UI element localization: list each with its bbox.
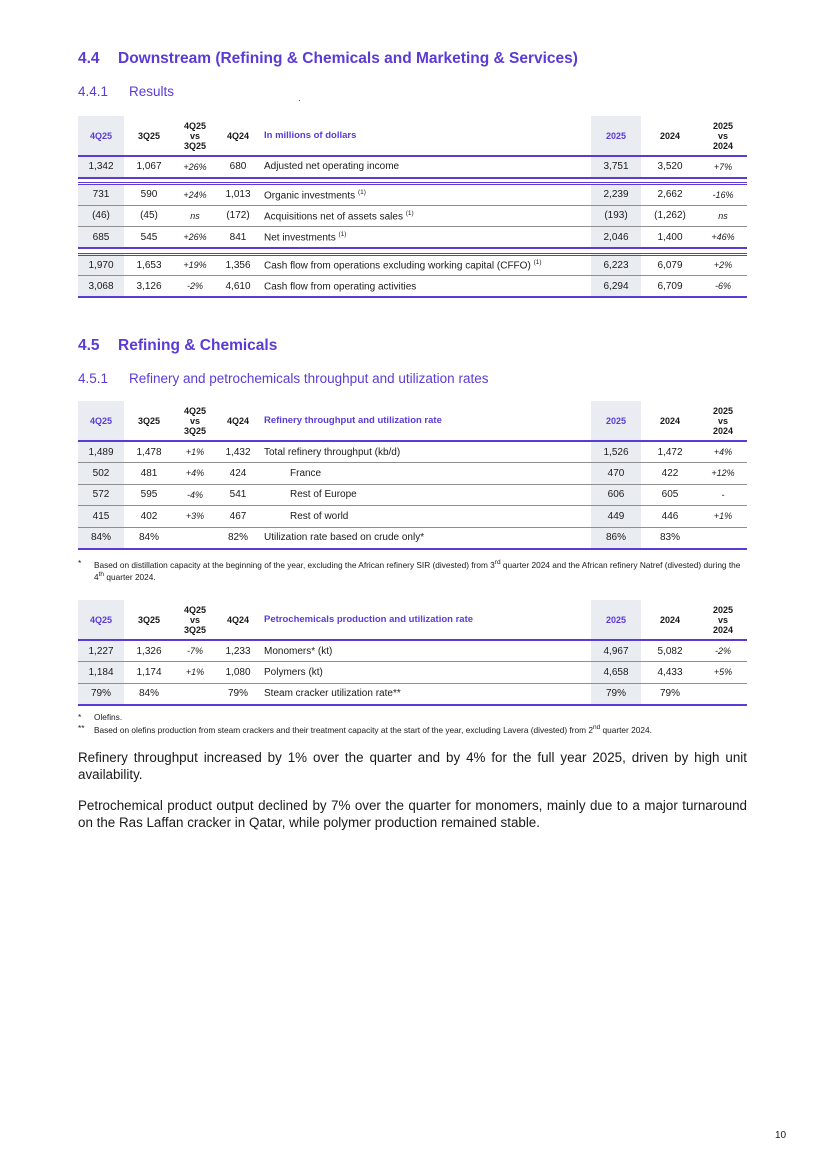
table-cell: -2% <box>174 276 216 298</box>
table-cell: 3,751 <box>591 156 641 178</box>
table-cell: 82% <box>216 527 260 549</box>
table-cell: 2,239 <box>591 184 641 206</box>
table-cell <box>699 527 747 549</box>
table-cell: 595 <box>124 484 174 506</box>
table-cell: Adjusted net operating income <box>260 156 591 178</box>
table-cell: 83% <box>641 527 699 549</box>
table-cell: 1,400 <box>641 227 699 249</box>
table-cell: Acquisitions net of assets sales $^{(1)}$ <box>260 205 591 227</box>
table-cell: Cash flow from operating activities <box>260 276 591 298</box>
table-cell: 84% <box>124 527 174 549</box>
petrochemicals-table <box>78 600 747 706</box>
col-4q25: 4Q25 <box>78 116 124 156</box>
stray-dot <box>299 100 300 101</box>
table-cell: 1,227 <box>78 640 124 662</box>
table-cell: +1% <box>174 441 216 463</box>
table-cell: (193) <box>591 205 641 227</box>
table-cell: 6,294 <box>591 276 641 298</box>
table-row <box>78 205 747 227</box>
col-4q24: 4Q24 <box>216 116 260 156</box>
table-cell: +7% <box>699 156 747 178</box>
table-cell: 680 <box>216 156 260 178</box>
table-row <box>78 484 747 506</box>
table-cell: ns <box>174 205 216 227</box>
table-cell: 79% <box>641 683 699 705</box>
table-cell: 1,013 <box>216 184 260 206</box>
section-4-4-heading: 4.4 Downstream (Refining & Chemicals and Marketing & Services) <box>78 50 578 67</box>
table-row <box>78 640 747 662</box>
table-cell: 6,223 <box>591 254 641 276</box>
table-cell: (1,262) <box>641 205 699 227</box>
table-row <box>78 662 747 684</box>
table-cell: +19% <box>174 254 216 276</box>
table-row <box>78 506 747 528</box>
table-cell: 1,174 <box>124 662 174 684</box>
table-row <box>78 156 747 178</box>
downstream-results-table <box>78 116 747 298</box>
table-cell: (46) <box>78 205 124 227</box>
table-cell: 1,489 <box>78 441 124 463</box>
table-cell: +46% <box>699 227 747 249</box>
section-4-5-heading: 4.5 Refining & Chemicals <box>78 337 278 354</box>
table-row <box>78 463 747 485</box>
petrochem-commentary: Petrochemical product output declined by 7% over the quarter for monomers, mainly due to a major turnaround on the Ras Laffan cracker in Qatar, while polymer production remained stable. <box>78 798 747 830</box>
table-cell: 84% <box>124 683 174 705</box>
table-header: 4Q25 3Q25 4Q25 vs 3Q25 4Q24 Refinery throughput and utilization rate 2025 2024 2025 vs 2024 <box>78 401 747 441</box>
table-cell: France <box>260 463 591 485</box>
table-cell: 1,472 <box>641 441 699 463</box>
table-cell: 4,658 <box>591 662 641 684</box>
table-cell: 4,433 <box>641 662 699 684</box>
table-header: 4Q25 3Q25 4Q25 vs 3Q25 4Q24 Petrochemicals production and utilization rate 2025 2024 2025 vs 2024 <box>78 600 747 640</box>
table-cell: -4% <box>174 484 216 506</box>
table-cell: 606 <box>591 484 641 506</box>
table-row <box>78 683 747 705</box>
table-row <box>78 227 747 249</box>
table-cell: 1,653 <box>124 254 174 276</box>
table-cell: Total refinery throughput (kb/d) <box>260 441 591 463</box>
table-cell: 84% <box>78 527 124 549</box>
table-cell: 731 <box>78 184 124 206</box>
table-cell: Polymers (kt) <box>260 662 591 684</box>
col-qoq: 4Q25 vs 3Q25 <box>174 116 216 156</box>
table-cell: 79% <box>591 683 641 705</box>
table-cell: 1,326 <box>124 640 174 662</box>
col-yoy: 2025 vs 2024 <box>699 116 747 156</box>
table-cell: 6,079 <box>641 254 699 276</box>
refinery-commentary: Refinery throughput increased by 1% over the quarter and by 4% for the full year 2025, driven by high unit availability. <box>78 750 747 782</box>
table-cell: 1,342 <box>78 156 124 178</box>
col-3q25: 3Q25 <box>124 116 174 156</box>
table-cell: Utilization rate based on crude only* <box>260 527 591 549</box>
table-cell: 3,520 <box>641 156 699 178</box>
table-header <box>78 116 747 156</box>
table-cell: 402 <box>124 506 174 528</box>
table-cell: 449 <box>591 506 641 528</box>
table-cell: Monomers* (kt) <box>260 640 591 662</box>
table-cell: 3,126 <box>124 276 174 298</box>
petrochem-footnote-1: * Olefins. <box>78 712 123 722</box>
table-cell: +1% <box>699 506 747 528</box>
table-cell: 1,067 <box>124 156 174 178</box>
table-cell: +4% <box>699 441 747 463</box>
table-cell: +1% <box>174 662 216 684</box>
table-cell: ns <box>699 205 747 227</box>
table-cell: 572 <box>78 484 124 506</box>
page-number: 10 <box>775 1130 787 1141</box>
table-cell: 79% <box>78 683 124 705</box>
table-row <box>78 276 747 298</box>
table-cell: 6,709 <box>641 276 699 298</box>
table-cell: -2% <box>699 640 747 662</box>
table-cell <box>174 683 216 705</box>
table-cell: 590 <box>124 184 174 206</box>
table-cell: 545 <box>124 227 174 249</box>
table-cell: 1,432 <box>216 441 260 463</box>
table-cell: 841 <box>216 227 260 249</box>
table-row <box>78 254 747 276</box>
table-cell: (45) <box>124 205 174 227</box>
table-cell: 5,082 <box>641 640 699 662</box>
table-cell: 1,233 <box>216 640 260 662</box>
table-cell: 1,970 <box>78 254 124 276</box>
table-cell: Rest of world <box>260 506 591 528</box>
table-cell: 4,610 <box>216 276 260 298</box>
table-cell: +24% <box>174 184 216 206</box>
table-cell: 424 <box>216 463 260 485</box>
table-cell: 86% <box>591 527 641 549</box>
col-2025: 2025 <box>591 116 641 156</box>
table-cell: 502 <box>78 463 124 485</box>
table-cell: 1,526 <box>591 441 641 463</box>
table-cell: 1,080 <box>216 662 260 684</box>
table-cell: +2% <box>699 254 747 276</box>
col-2024: 2024 <box>641 116 699 156</box>
table-cell: +12% <box>699 463 747 485</box>
section-4-4-1-heading: 4.4.1 Results <box>78 84 175 99</box>
table-cell: 470 <box>591 463 641 485</box>
table-cell: 1,356 <box>216 254 260 276</box>
table-cell: 446 <box>641 506 699 528</box>
table-cell: +3% <box>174 506 216 528</box>
table-cell: -16% <box>699 184 747 206</box>
refinery-throughput-table <box>78 401 747 550</box>
table-cell: 1,478 <box>124 441 174 463</box>
table-cell: 4,967 <box>591 640 641 662</box>
table-cell: 3,068 <box>78 276 124 298</box>
table-cell: 422 <box>641 463 699 485</box>
table-cell: 541 <box>216 484 260 506</box>
table-cell: 481 <box>124 463 174 485</box>
table-cell: Cash flow from operations excluding working capital (CFFO) $^{(1)}$ <box>260 254 591 276</box>
table-cell: +26% <box>174 156 216 178</box>
table-row <box>78 441 747 463</box>
table-cell: Net investments $^{(1)}$ <box>260 227 591 249</box>
refinery-footnote: * Based on distillation capacity at the beginning of the year, excluding the African refinery SIR (divested) from 3rd quarter 2024 and the African refinery Natref (divested) during the 4th quarter 2024. <box>78 558 741 583</box>
table-cell: Steam cracker utilization rate** <box>260 683 591 705</box>
petrochem-footnote-2: ** Based on olefins production from steam crackers and their treatment capacity at the start of the year, excluding Lavera (divested) from 2nd quarter 2024. <box>78 723 652 735</box>
table-row <box>78 184 747 206</box>
col-label: In millions of dollars <box>260 116 591 156</box>
table-cell: -7% <box>174 640 216 662</box>
section-4-5-1-heading: 4.5.1 Refinery and petrochemicals throughput and utilization rates <box>78 371 489 386</box>
table-cell: +26% <box>174 227 216 249</box>
table-cell: 685 <box>78 227 124 249</box>
table-cell <box>174 527 216 549</box>
table-cell: 1,184 <box>78 662 124 684</box>
table-cell: 415 <box>78 506 124 528</box>
table-cell: 79% <box>216 683 260 705</box>
table-cell: 2,046 <box>591 227 641 249</box>
table-cell: 467 <box>216 506 260 528</box>
table-cell: +4% <box>174 463 216 485</box>
table-cell: Organic investments $^{(1)}$ <box>260 184 591 206</box>
table-cell: (172) <box>216 205 260 227</box>
table-cell: -6% <box>699 276 747 298</box>
table-cell: 605 <box>641 484 699 506</box>
table-cell <box>699 683 747 705</box>
table-cell: 2,662 <box>641 184 699 206</box>
table-cell: Rest of Europe <box>260 484 591 506</box>
table-row <box>78 527 747 549</box>
table-cell: - <box>699 484 747 506</box>
table-cell: +5% <box>699 662 747 684</box>
